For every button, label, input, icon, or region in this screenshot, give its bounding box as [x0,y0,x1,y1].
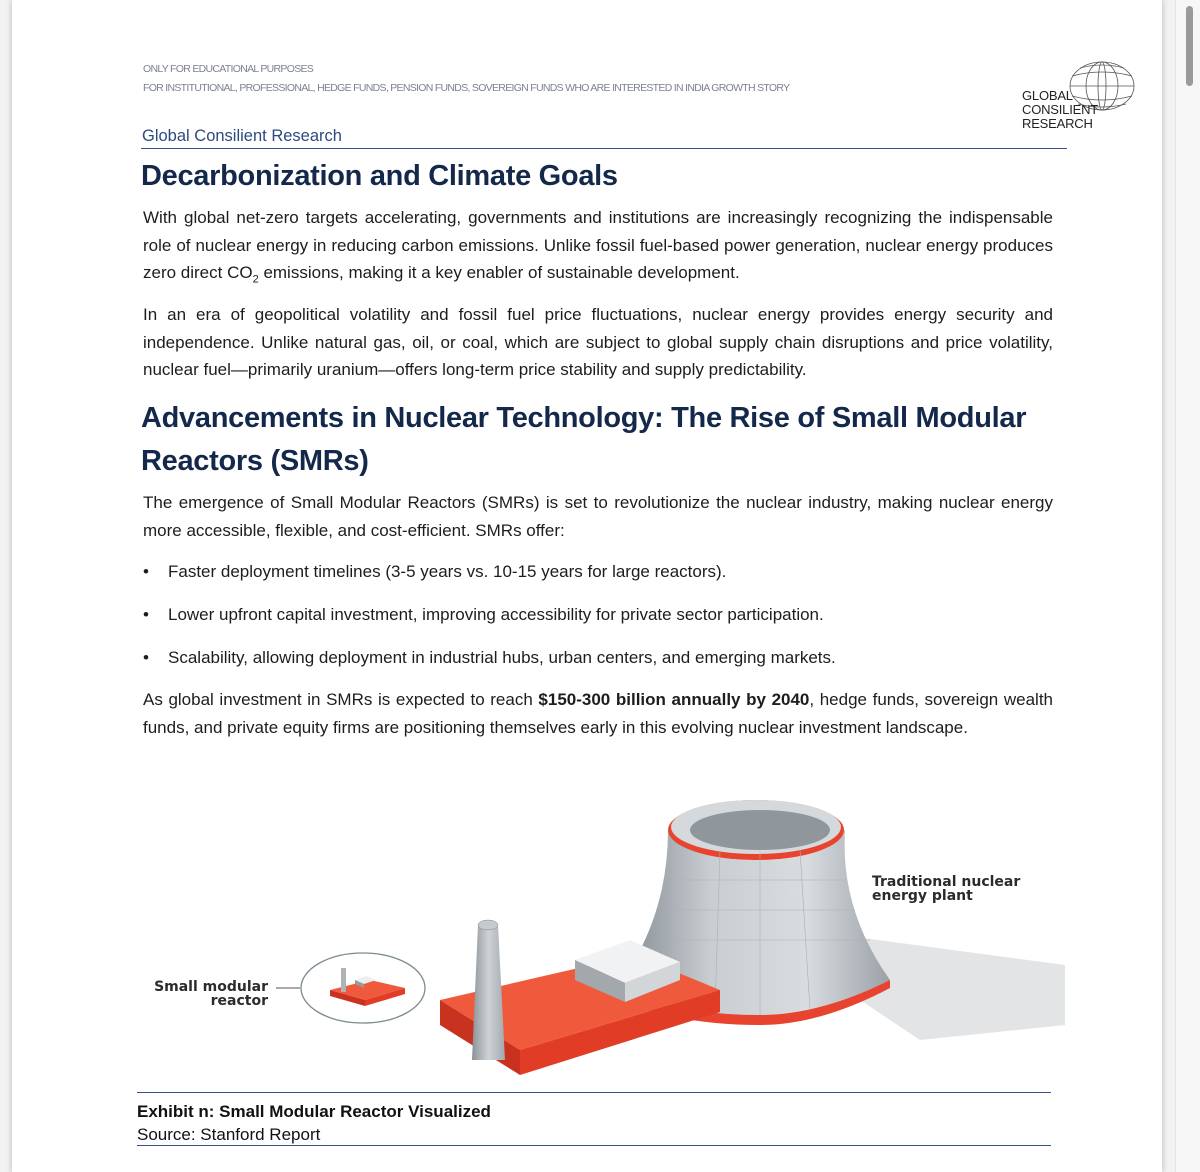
section-title-decarbonization: Decarbonization and Climate Goals [141,160,618,192]
paragraph-net-zero: With global net-zero targets accelerating, governments and institutions are increasingly recognizing the indispensable role of nuclear energy in reducing carbon emissions. Unlike fossil fuel-based power generation, nuclear energy produces zero direct $CO_2$ emissions, making it a key enabler of sustainable development. [143,208,1053,286]
exhibit-bottom-divider [137,1145,1051,1146]
bullet-icon: • [143,605,149,624]
list-item: • Faster deployment timelines (3-5 years vs. 10-15 years for large reactors). [143,558,1053,601]
disclaimer [143,60,789,98]
disclaimer-line-2: FOR INSTITUTIONAL, PROFESSIONAL, HEDGE FUNDS, PENSION FUNDS, SOVEREIGN FUNDS WHO ARE INTERESTED IN INDIA GROWTH STORY [143,82,790,94]
list-item: • Lower upfront capital investment, improving accessibility for private sector participation. [143,601,1053,644]
header-divider [141,148,1067,149]
exhibit-top-divider [137,1092,1051,1093]
logo-text: GLOBAL CONSILIENT RESEARCH [1022,88,1099,131]
small-reactor-icon [301,953,425,1023]
bullet-icon: • [143,562,149,581]
smokestack-icon [472,920,505,1060]
paragraph-energy-security: In an era of geopolitical volatility and fossil fuel price fluctuations, nuclear energy provides energy security and independence. Unlike natural gas, oil, or coal, which are subject to global supply chain disruptions and price volatility, nuclear fuel—primarily uranium—offers long-term price stability and supply predictability. [143,305,1053,379]
exhibit-caption: Exhibit n: Small Modular Reactor Visualized [137,1102,491,1121]
section-title-smr: Advancements in Nuclear Technology: The Rise of Small Modular Reactors (SMRs) [141,402,1027,477]
vertical-scrollbar[interactable] [1175,0,1200,1172]
label-small-modular-reactor: Small modular reactor [154,979,268,1009]
smr-illustration [120,790,1080,1090]
bullet-icon: • [143,648,149,667]
smr-benefits-list [143,558,1053,687]
brand-name: Global Consilient Research [142,127,342,145]
disclaimer-line-1: ONLY FOR EDUCATIONAL PURPOSES [143,63,314,75]
label-traditional-plant: Traditional nuclear energy plant [872,874,1021,904]
scrollbar-thumb[interactable] [1186,6,1193,86]
paragraph-smr-intro: The emergence of Small Modular Reactors (SMRs) is set to revolutionize the nuclear industry, making nuclear energy more accessible, flexible, and cost-efficient. SMRs offer: [143,493,1053,540]
paragraph-smr-investment: As global investment in SMRs is expected to reach $150-300 billion annually by 2040, hedge funds, sovereign wealth funds, and private equity firms are positioning themselves early in this evolving nuclear investment landscape. [143,690,1053,737]
list-item: • Scalability, allowing deployment in industrial hubs, urban centers, and emerging markets. [143,644,1053,687]
exhibit-source: Source: Stanford Report [137,1125,321,1144]
